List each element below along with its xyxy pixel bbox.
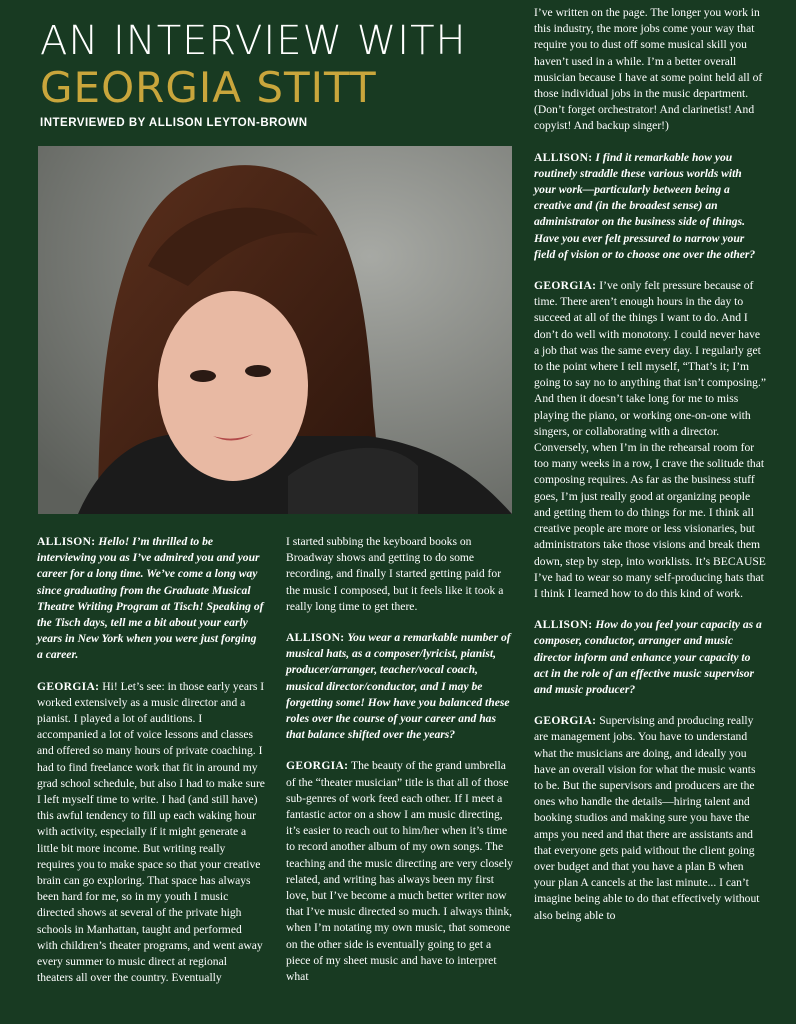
answer-text: Hi! Let’s see: in those early years I worked extensively as a music director and a pianist. I played a lot of auditions. I accompanied a lot of voice lessons and classes and offered so many hours of private coaching. I had to find freelance work that fit in around my grad school schedule, but also I had to make sure I left myself time to write. I had (and still have) this awful tendency to fill up each waking hour with activity, especially if it might generate a little bit more income. But writing really requires you to make space so that your creative brain can go exploring. That space has always been hard for me, so in my youth I music directed shows at several of the private high schools in Manhattan, taught and performed with children’s theater programs, and went away every summer to music direct at regional theaters all over the country. Eventually	[37, 679, 265, 985]
question-3	[534, 150, 766, 263]
article-title	[40, 18, 467, 112]
answer-text: The beauty of the grand umbrella of the “theater musician” title is that all of those sub-genres of work feed each other. If I meet a fantastic actor on a show I am music directing, it’s easier to reach out to him/her when it’s time to record another album of my own songs. The teaching and the music directing are very closely related, and writing has always been my first love, but I’ve become a much better writer now that I’ve music directed so much. I always think, when I’m notating my own music, that someone on the other side is eventually going to get a piece of my sheet music and have to interpret what	[286, 759, 513, 984]
question-text: I find it remarkable how you routinely straddle these various worlds with your work—particularly between being a creative and (in the broadest sense) an administrator on the business side of things. Have you ever felt pressured to narrow your field of vision or to choose one over the other?	[534, 150, 756, 261]
portrait-photo	[38, 146, 512, 514]
question-text: How do you feel your capacity as a composer, conductor, arranger and music director inform and enhance your capacity to act in the role of an effective music supervisor and music producer?	[534, 618, 762, 696]
answer-1-continued: I started subbing the keyboard books on Broadway shows and getting to do some recording, and finally I started getting paid for the music I composed, but it feels like it took a really long time to get there.	[286, 535, 504, 613]
answer-text: Supervising and producing really are management jobs. You have to understand what the musicians are doing, and ideally you have an overall vision for what the music wants to be. But the supervisors and producers are the ones who handle the details—hiring talent and booking studios and making sure you have the amps you need and that there are assistants and that everyone gets paid without the client going over budget and that you have a plan B when your plan A cancels at the last minute... I can’t imagine being able to do that effectively without also being able to	[534, 714, 760, 922]
answer-text: I’ve only felt pressure because of time. There aren’t enough hours in the day to succeed at all of the things I want to do. And I don’t do well with monotony. I could never have a job that was the same every day. I regularly get to the point where I tell myself, “That’s it; I’m going to say no to anything that isn’t composing.” And then it doesn’t take long for me to miss playing the piano, or working one-on-one with singers, or collaborating with a director. Conversely, when I’m in the rehearsal room for too many weeks in a row, I crave the solitude that composing requires. As far as the business stuff goes, I’m just really good at organizing people and getting them to do things for me. I think all creative people are more or less visionaries, but administrators take those visions and break them down, step by step, into worklists. It’s BECAUSE I’ve had to wear so many self-producing hats that I think I learned how to do this kind of work.	[534, 279, 766, 600]
title-line-2: GEORGIA STITT	[40, 63, 377, 112]
speaker-label: ALLISON:	[37, 535, 96, 548]
question-1	[37, 534, 265, 664]
answer-2-continued: I’ve written on the page. The longer you work in this industry, the more jobs come your way that require you to dust off some musical skill you haven’t used in a while. I’m a better overall musician because I have at some point held all of those individual jobs in the music department. (Don’t forget orchestrator! And clarinetist! And copyist! And backup singer!)	[534, 6, 763, 133]
question-2	[286, 630, 514, 743]
byline: INTERVIEWED BY ALLISON LEYTON-BROWN	[40, 117, 308, 129]
speaker-label: GEORGIA:	[534, 714, 597, 728]
question-text: You wear a remarkable number of musical hats, as a composer/lyricist, pianist, producer/arranger, teacher/vocal coach, musical director/conductor, and I may be forgetting some! How have you balanced these roles over the course of your career and has that balance shifted over the years?	[286, 631, 511, 742]
left-column	[37, 534, 265, 1001]
title-line-1: AN INTERVIEW WITH	[40, 18, 467, 64]
answer-1	[37, 679, 265, 987]
answer-4	[534, 713, 766, 924]
question-4	[534, 617, 766, 698]
answer-3	[534, 278, 766, 602]
question-text: Hello! I’m thrilled to be interviewing you as I’ve admired you and your career for a long time. We’ve come a long way since graduating from the Graduate Musical Theatre Writing Program at Tisch! Speaking of the Tisch days, tell me a bit about your early years in New York when you were just forging a career.	[37, 535, 264, 662]
middle-column	[286, 534, 514, 1000]
right-column	[534, 5, 766, 939]
speaker-label: GEORGIA:	[534, 279, 597, 293]
speaker-label: ALLISON:	[534, 150, 593, 164]
answer-2	[286, 758, 514, 985]
speaker-label: ALLISON:	[534, 618, 593, 632]
speaker-label: ALLISON:	[286, 631, 345, 645]
speaker-label: GEORGIA:	[37, 679, 100, 693]
speaker-label: GEORGIA:	[286, 759, 349, 773]
portrait-illustration	[38, 146, 512, 514]
